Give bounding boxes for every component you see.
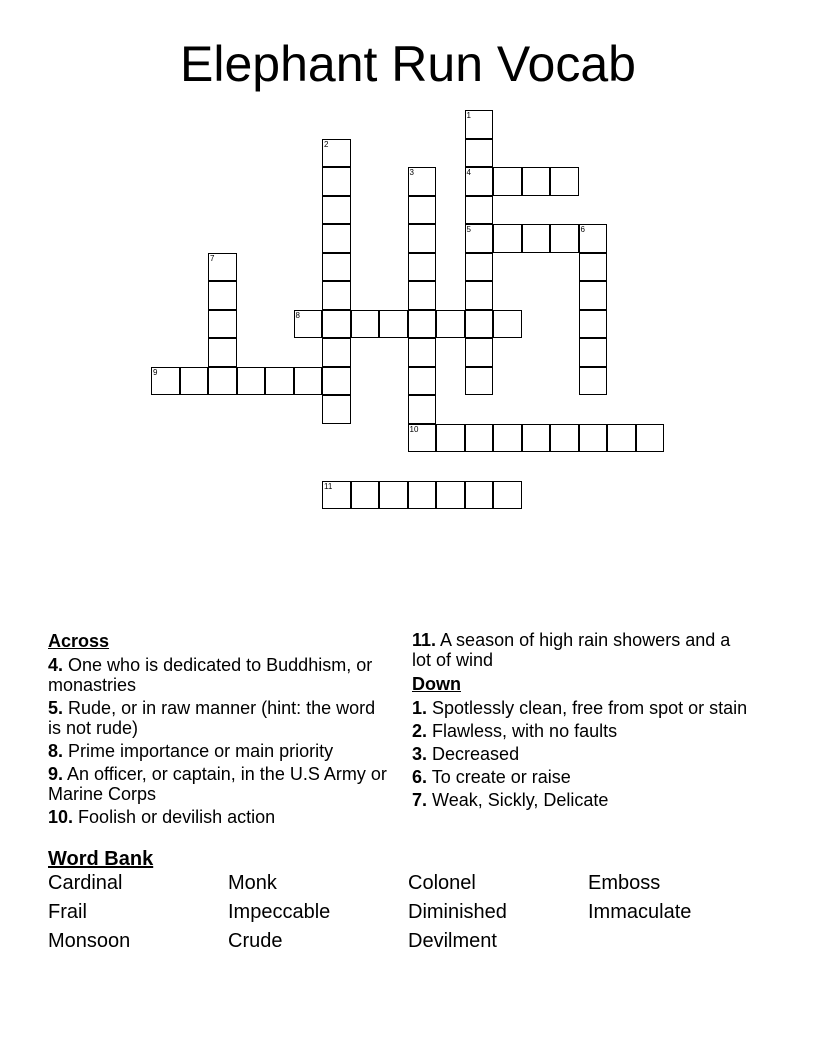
crossword-cell[interactable] (265, 367, 294, 396)
clue-text: Rude, or in raw manner (hint: the word is not rude) (48, 698, 376, 738)
crossword-cell[interactable] (294, 367, 323, 396)
crossword-cell[interactable] (465, 224, 494, 253)
crossword-cell[interactable] (465, 481, 494, 510)
crossword-cell[interactable] (436, 424, 465, 453)
crossword-cell[interactable] (579, 367, 608, 396)
down-clue (412, 790, 752, 810)
cell-number: 9 (153, 367, 158, 377)
word-bank-item: Colonel (408, 872, 476, 894)
across-clue (48, 764, 388, 804)
word-bank-item: Monsoon (48, 930, 131, 952)
clue-number: 7. (412, 790, 428, 810)
crossword-cell[interactable] (465, 367, 494, 396)
crossword-cell[interactable] (436, 310, 465, 339)
crossword-cell[interactable] (294, 310, 323, 339)
crossword-cell[interactable] (322, 338, 351, 367)
crossword-cell[interactable] (322, 395, 351, 424)
crossword-cell[interactable] (493, 167, 522, 196)
crossword-cell[interactable] (408, 338, 437, 367)
crossword-cell[interactable] (579, 281, 608, 310)
clue-text: One who is dedicated to Buddhism, or monastries (48, 655, 373, 695)
crossword-cell[interactable] (322, 281, 351, 310)
clue-text: A season of high rain showers and a lot of wind (412, 630, 731, 670)
word-bank (48, 872, 768, 953)
clue-number: 1. (412, 698, 428, 718)
crossword-cell[interactable] (522, 424, 551, 453)
crossword-cell[interactable] (322, 167, 351, 196)
crossword-cell[interactable] (579, 424, 608, 453)
crossword-cell[interactable] (408, 253, 437, 282)
crossword-cell[interactable] (493, 424, 522, 453)
cell-number: 6 (580, 225, 585, 234)
crossword-cell[interactable] (408, 224, 437, 253)
crossword-cell[interactable] (408, 196, 437, 225)
crossword-cell[interactable] (465, 310, 494, 339)
page-title: Elephant Run Vocab (180, 36, 636, 92)
clue-number: 6. (412, 767, 428, 787)
word-bank-item: Emboss (588, 872, 661, 894)
crossword-cell[interactable] (237, 367, 266, 396)
crossword-cell[interactable] (379, 310, 408, 339)
crossword-cell[interactable] (465, 338, 494, 367)
crossword-cell[interactable] (579, 338, 608, 367)
crossword-cell[interactable] (151, 367, 180, 396)
crossword-cell[interactable] (351, 481, 380, 510)
across-clue (48, 741, 388, 761)
crossword-cell[interactable] (322, 253, 351, 282)
down-clue (412, 767, 752, 787)
crossword-cell[interactable] (408, 167, 437, 196)
down-clue (412, 721, 752, 741)
word-bank-item: Crude (228, 930, 283, 952)
clue-text: Flawless, with no faults (432, 721, 618, 741)
cell-number: 5 (466, 225, 471, 234)
clue-number: 9. (48, 764, 64, 784)
crossword-cell[interactable] (322, 367, 351, 396)
clue-text: To create or raise (431, 767, 571, 787)
crossword-cell[interactable] (208, 338, 237, 367)
crossword-cell[interactable] (465, 139, 494, 168)
clue-text: An officer, or captain, in the U.S Army or Marine Corps (48, 764, 387, 804)
crossword-cell[interactable] (322, 224, 351, 253)
crossword-cell[interactable] (465, 196, 494, 225)
crossword-cell[interactable] (465, 281, 494, 310)
across-clue (48, 807, 388, 827)
down-heading: Down (412, 674, 461, 694)
clues-column-left (48, 630, 388, 830)
cell-number: 7 (210, 253, 215, 263)
word-bank-item: Frail (48, 901, 87, 923)
crossword-cell[interactable] (208, 253, 237, 282)
crossword-cell[interactable] (322, 139, 351, 168)
crossword-cell[interactable] (493, 310, 522, 339)
clue-text: Foolish or devilish action (78, 807, 276, 827)
word-bank-item: Cardinal (48, 872, 123, 894)
crossword-cell[interactable] (322, 196, 351, 225)
cell-number: 11 (324, 481, 333, 491)
cell-number: 3 (409, 168, 414, 177)
crossword-cell[interactable] (322, 481, 351, 510)
crossword-cell[interactable] (208, 310, 237, 339)
clue-number: 10. (48, 807, 74, 827)
crossword-cell[interactable] (465, 110, 494, 139)
crossword-cell[interactable] (351, 310, 380, 339)
crossword-cell[interactable] (379, 481, 408, 510)
word-bank-heading: Word Bank (48, 848, 154, 870)
across-clue (48, 655, 388, 695)
crossword-cell[interactable] (408, 310, 437, 339)
cell-number: 8 (295, 310, 300, 320)
word-bank-item: Diminished (408, 901, 507, 923)
crossword-cell[interactable] (408, 424, 437, 453)
crossword-cell[interactable] (408, 281, 437, 310)
down-clue (412, 698, 752, 718)
clues-column-right (412, 630, 752, 813)
crossword-cell[interactable] (322, 310, 351, 339)
clue-number: 5. (48, 698, 64, 718)
crossword-cell[interactable] (522, 224, 551, 253)
crossword-cell[interactable] (408, 481, 437, 510)
crossword-cell[interactable] (465, 167, 494, 196)
cell-number: 10 (409, 424, 419, 434)
cell-number: 2 (324, 139, 329, 149)
across-clue (48, 698, 388, 738)
cell-number: 1 (466, 111, 471, 120)
clue-number: 3. (412, 744, 428, 764)
crossword-cell[interactable] (436, 481, 465, 510)
crossword-cell[interactable] (550, 424, 579, 453)
crossword-cell[interactable] (408, 367, 437, 396)
word-bank-item: Impeccable (228, 901, 331, 923)
crossword-cell[interactable] (408, 395, 437, 424)
clue-number: 4. (48, 655, 64, 675)
crossword-cell[interactable] (493, 224, 522, 253)
crossword-cell[interactable] (579, 224, 608, 253)
clue-number: 2. (412, 721, 428, 741)
down-clue (412, 744, 752, 764)
clue-number: 8. (48, 741, 64, 761)
crossword-cell[interactable] (550, 167, 579, 196)
clue-text: Prime importance or main priority (68, 741, 334, 761)
crossword-cell[interactable] (579, 310, 608, 339)
across-clue (412, 630, 752, 670)
crossword-cell[interactable] (465, 424, 494, 453)
word-bank-item: Immaculate (588, 901, 692, 923)
crossword-cell[interactable] (579, 253, 608, 282)
crossword-cell[interactable] (180, 367, 209, 396)
word-bank-item: Devilment (408, 930, 497, 952)
across-heading: Across (48, 631, 110, 651)
crossword-cell[interactable] (607, 424, 636, 453)
clue-number: 11. (412, 630, 437, 650)
crossword-cell[interactable] (208, 281, 237, 310)
word-bank-item: Monk (228, 872, 277, 894)
clue-text: Decreased (432, 744, 520, 764)
cell-number: 4 (466, 168, 471, 177)
crossword-cell[interactable] (636, 424, 665, 453)
crossword-cell[interactable] (550, 224, 579, 253)
crossword-cell[interactable] (465, 253, 494, 282)
crossword-cell[interactable] (493, 481, 522, 510)
crossword-cell[interactable] (208, 367, 237, 396)
clue-text: Spotlessly clean, free from spot or stain (432, 698, 748, 718)
crossword-cell[interactable] (522, 167, 551, 196)
clue-text: Weak, Sickly, Delicate (432, 790, 609, 810)
